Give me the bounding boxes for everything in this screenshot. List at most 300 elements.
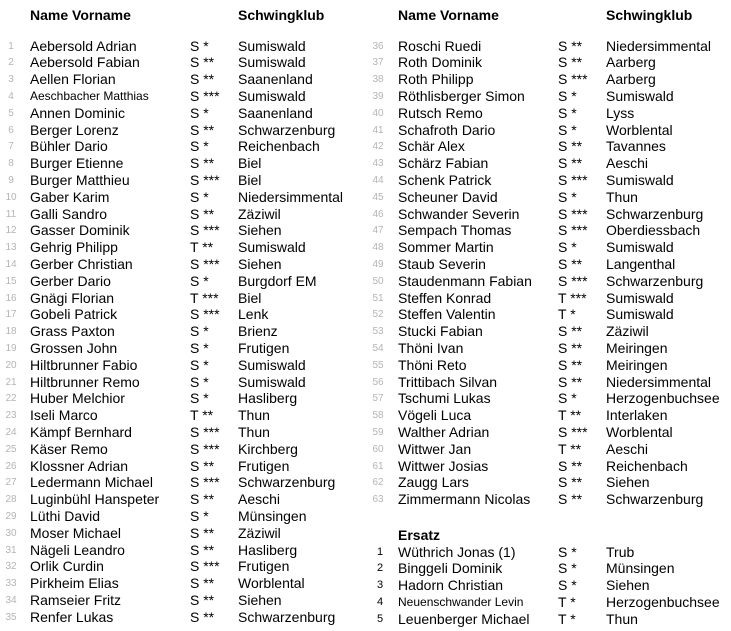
rank-number: 58 bbox=[372, 410, 384, 422]
wrestler-name: Moser Michael bbox=[30, 524, 122, 541]
club-name: Lyss bbox=[606, 104, 635, 121]
club-name: Aeschi bbox=[238, 491, 281, 508]
club-name: Schwarzenburg bbox=[606, 272, 704, 289]
club-name: Frutigen bbox=[238, 457, 290, 474]
wrestler-name: Hiltbrunner Remo bbox=[30, 373, 140, 390]
rank-number: 2 bbox=[376, 562, 384, 575]
wrestler-name: Roschi Ruedi bbox=[398, 37, 482, 54]
rank-number: 46 bbox=[372, 208, 384, 220]
club-name: Münsingen bbox=[238, 507, 307, 524]
wrestler-name: Steffen Valentin bbox=[398, 306, 496, 323]
rank-number: 37 bbox=[372, 57, 384, 69]
wrestler-name: Schenk Patrick bbox=[398, 171, 492, 188]
rank-number: 26 bbox=[5, 460, 17, 472]
wrestler-name: Aellen Florian bbox=[30, 71, 116, 88]
table-row bbox=[0, 374, 731, 391]
wrestler-name: Gehrig Philipp bbox=[30, 239, 118, 256]
table-row bbox=[0, 38, 731, 55]
rank-number: 22 bbox=[5, 393, 17, 405]
category-stars: S ** bbox=[190, 121, 215, 138]
category-stars: T * bbox=[558, 593, 576, 610]
club-name: Münsingen bbox=[606, 560, 675, 577]
rank-number: 25 bbox=[5, 443, 17, 455]
category-stars: S ** bbox=[558, 37, 583, 54]
table-row bbox=[0, 458, 731, 475]
category-stars: S * bbox=[190, 138, 209, 155]
category-stars: S *** bbox=[558, 205, 588, 222]
wrestler-name: Huber Melchior bbox=[30, 390, 125, 407]
table-row bbox=[0, 155, 731, 172]
club-name: Herzogenbuchsee bbox=[606, 390, 720, 407]
rank-number: 13 bbox=[5, 242, 17, 254]
category-stars: S ** bbox=[190, 155, 215, 172]
rank-number: 4 bbox=[8, 90, 14, 102]
club-name: Tavannes bbox=[606, 138, 666, 155]
rank-number: 10 bbox=[5, 191, 17, 203]
rank-number: 59 bbox=[372, 426, 384, 438]
table-row bbox=[0, 172, 731, 189]
category-stars: S * bbox=[558, 104, 577, 121]
wrestler-name: Thöni Reto bbox=[398, 356, 467, 373]
wrestler-name: Schwander Severin bbox=[398, 205, 520, 222]
rank-number: 33 bbox=[5, 578, 17, 590]
wrestler-name: Schär Alex bbox=[398, 138, 465, 155]
wrestler-name: Stucki Fabian bbox=[398, 323, 483, 340]
wrestler-name: Aeschbacher Matthias bbox=[30, 88, 149, 103]
wrestler-name: Galli Sandro bbox=[30, 205, 108, 222]
rank-number: 30 bbox=[5, 527, 17, 539]
wrestler-name: Neuenschwander Levin bbox=[398, 594, 524, 609]
table-row bbox=[0, 591, 731, 611]
club-name: Aarberg bbox=[606, 54, 656, 71]
rank-number: 53 bbox=[372, 326, 384, 338]
rank-number: 7 bbox=[8, 141, 14, 153]
club-name: Niedersimmental bbox=[606, 373, 712, 390]
table-row bbox=[0, 290, 731, 307]
club-name: Langenthal bbox=[606, 255, 676, 272]
ersatz-title: Ersatz bbox=[398, 527, 441, 543]
club-name: Hasliberg bbox=[238, 390, 298, 407]
table-row bbox=[0, 508, 731, 525]
category-stars: S ** bbox=[190, 54, 215, 71]
club-name: Sumiswald bbox=[238, 239, 306, 256]
rank-number: 23 bbox=[5, 410, 17, 422]
category-stars: T ** bbox=[190, 407, 214, 424]
category-stars: S ** bbox=[558, 323, 583, 340]
rank-number: 56 bbox=[372, 376, 384, 388]
category-stars: S ** bbox=[190, 71, 215, 88]
club-name: Sumiswald bbox=[606, 87, 674, 104]
wrestler-name: Orlik Curdin bbox=[30, 558, 104, 575]
table-row bbox=[0, 54, 731, 71]
rank-number: 11 bbox=[5, 208, 17, 220]
club-name: Schwarzenburg bbox=[238, 608, 336, 625]
category-stars: T ** bbox=[558, 407, 582, 424]
club-name: Biel bbox=[238, 289, 262, 306]
table-row bbox=[0, 390, 731, 407]
table-row bbox=[0, 206, 731, 223]
category-stars: S *** bbox=[558, 272, 588, 289]
wrestler-name: Gerber Dario bbox=[30, 272, 111, 289]
club-name: Meiringen bbox=[606, 339, 668, 356]
wrestler-name: Sempach Thomas bbox=[398, 222, 512, 239]
table-row bbox=[0, 122, 731, 139]
rank-number: 31 bbox=[5, 544, 17, 556]
category-stars: S * bbox=[558, 188, 577, 205]
club-name: Brienz bbox=[238, 323, 278, 340]
club-name: Sumiswald bbox=[238, 373, 306, 390]
wrestler-name: Roth Dominik bbox=[398, 54, 483, 71]
category-stars: T *** bbox=[558, 289, 587, 306]
table-row bbox=[0, 273, 731, 290]
club-name: Sumiswald bbox=[606, 306, 674, 323]
wrestler-name: Staudenmann Fabian bbox=[398, 272, 532, 289]
category-stars: S *** bbox=[190, 222, 220, 239]
club-name: Sumiswald bbox=[606, 171, 674, 188]
rank-number: 17 bbox=[5, 309, 17, 321]
club-name: Reichenbach bbox=[238, 138, 320, 155]
wrestler-name: Rutsch Remo bbox=[398, 104, 483, 121]
club-name: Thun bbox=[238, 423, 270, 440]
category-stars: S * bbox=[190, 390, 209, 407]
category-stars: S * bbox=[190, 373, 209, 390]
club-name: Sumiswald bbox=[238, 87, 306, 104]
rank-number: 29 bbox=[5, 510, 17, 522]
category-stars: S * bbox=[190, 323, 209, 340]
wrestler-name: Wittwer Josias bbox=[398, 457, 489, 474]
club-name: Zäziwil bbox=[238, 524, 281, 541]
category-stars: S ** bbox=[190, 205, 215, 222]
wrestler-name: Sommer Martin bbox=[398, 239, 494, 256]
left-name-header: Name Vorname bbox=[30, 7, 131, 23]
rank-number: 41 bbox=[372, 124, 384, 136]
club-name: Schwarzenburg bbox=[238, 121, 336, 138]
table-row bbox=[0, 323, 731, 340]
club-name: Lenk bbox=[238, 306, 269, 323]
rank-number: 21 bbox=[5, 376, 17, 388]
category-stars: S * bbox=[190, 37, 209, 54]
rank-number: 40 bbox=[372, 107, 384, 119]
rank-number: 35 bbox=[5, 611, 17, 623]
table-row bbox=[0, 340, 731, 357]
table-row bbox=[0, 525, 731, 542]
category-stars: T ** bbox=[190, 239, 214, 256]
wrestler-name: Annen Dominic bbox=[30, 104, 125, 121]
category-stars: S ** bbox=[558, 255, 583, 272]
rank-number: 57 bbox=[372, 393, 384, 405]
category-stars: S ** bbox=[558, 491, 583, 508]
wrestler-name: Wüthrich Jonas (1) bbox=[398, 543, 516, 560]
rank-number: 1 bbox=[8, 40, 14, 52]
rank-number: 14 bbox=[5, 258, 17, 270]
wrestler-name: Thöni Ivan bbox=[398, 339, 464, 356]
wrestler-name: Staub Severin bbox=[398, 255, 486, 272]
table-row bbox=[0, 608, 731, 628]
rank-number: 12 bbox=[5, 225, 17, 237]
rank-number: 24 bbox=[5, 426, 17, 438]
category-stars: S * bbox=[558, 390, 577, 407]
table-row bbox=[0, 306, 731, 323]
category-stars: S *** bbox=[190, 306, 220, 323]
table-row bbox=[0, 491, 731, 508]
rank-number: 34 bbox=[5, 594, 17, 606]
club-name: Worblental bbox=[606, 121, 673, 138]
category-stars: S ** bbox=[558, 138, 583, 155]
category-stars: S *** bbox=[558, 71, 588, 88]
club-name: Zäziwil bbox=[238, 205, 281, 222]
wrestler-name: Renfer Lukas bbox=[30, 608, 114, 625]
club-name: Frutigen bbox=[238, 339, 290, 356]
category-stars: S *** bbox=[190, 255, 220, 272]
category-stars: S * bbox=[190, 507, 209, 524]
club-name: Sumiswald bbox=[606, 239, 674, 256]
rank-number: 38 bbox=[372, 74, 384, 86]
rank-number: 47 bbox=[372, 225, 384, 237]
category-stars: S *** bbox=[558, 171, 588, 188]
category-stars: S ** bbox=[558, 474, 583, 491]
wrestler-name: Gnägi Florian bbox=[30, 289, 115, 306]
wrestler-name: Wittwer Jan bbox=[398, 440, 472, 457]
club-name: Meiringen bbox=[606, 356, 668, 373]
club-name: Niedersimmental bbox=[238, 188, 344, 205]
category-stars: T ** bbox=[558, 440, 582, 457]
category-stars: S ** bbox=[558, 373, 583, 390]
category-stars: S * bbox=[558, 87, 577, 104]
category-stars: S *** bbox=[190, 558, 220, 575]
wrestler-name: Gobeli Patrick bbox=[30, 306, 118, 323]
rank-number: 62 bbox=[372, 477, 384, 489]
wrestler-name: Lüthi David bbox=[30, 507, 101, 524]
category-stars: S ** bbox=[190, 457, 215, 474]
category-stars: S ** bbox=[558, 457, 583, 474]
wrestler-name: Nägeli Leandro bbox=[30, 541, 125, 558]
wrestler-name: Bühler Dario bbox=[30, 138, 108, 155]
club-name: Schwarzenburg bbox=[606, 491, 704, 508]
left-club-header: Schwingklub bbox=[238, 7, 325, 23]
category-stars: S * bbox=[190, 272, 209, 289]
wrestler-name: Leuenberger Michael bbox=[398, 610, 530, 627]
wrestler-name: Walther Adrian bbox=[398, 423, 490, 440]
category-stars: S *** bbox=[558, 222, 588, 239]
club-name: Worblental bbox=[606, 423, 673, 440]
rank-number: 15 bbox=[5, 275, 17, 287]
wrestler-name: Zimmermann Nicolas bbox=[398, 491, 531, 508]
club-name: Saanenland bbox=[238, 104, 313, 121]
table-row bbox=[0, 407, 731, 424]
category-stars: T *** bbox=[190, 289, 219, 306]
club-name: Thun bbox=[238, 407, 270, 424]
rank-number: 3 bbox=[8, 74, 14, 86]
category-stars: S ** bbox=[190, 524, 215, 541]
table-row bbox=[0, 256, 731, 273]
club-name: Schwarzenburg bbox=[606, 205, 704, 222]
rank-number: 8 bbox=[8, 158, 14, 170]
category-stars: S ** bbox=[190, 491, 215, 508]
table-row bbox=[0, 474, 731, 491]
wrestler-name: Ledermann Michael bbox=[30, 474, 153, 491]
table-row bbox=[0, 222, 731, 239]
wrestler-name: Kämpf Bernhard bbox=[30, 423, 132, 440]
wrestler-name: Aebersold Fabian bbox=[30, 54, 140, 71]
rank-number: 9 bbox=[8, 174, 14, 186]
rank-number: 20 bbox=[5, 359, 17, 371]
rank-number: 1 bbox=[376, 545, 384, 558]
club-name: Trub bbox=[606, 543, 635, 560]
wrestler-name: Schärz Fabian bbox=[398, 155, 489, 172]
wrestler-name: Scheuner David bbox=[398, 188, 498, 205]
rank-number: 60 bbox=[372, 443, 384, 455]
wrestler-name: Ramseier Fritz bbox=[30, 591, 122, 608]
wrestler-name: Schafroth Dario bbox=[398, 121, 496, 138]
club-name: Siehen bbox=[238, 591, 282, 608]
category-stars: S * bbox=[190, 188, 209, 205]
rank-number: 5 bbox=[376, 612, 384, 625]
wrestler-name: Aebersold Adrian bbox=[30, 37, 137, 54]
wrestler-name: Vögeli Luca bbox=[398, 407, 472, 424]
club-name: Schwarzenburg bbox=[238, 474, 336, 491]
rank-number: 36 bbox=[372, 40, 384, 52]
category-stars: S *** bbox=[190, 171, 220, 188]
rank-number: 32 bbox=[5, 561, 17, 573]
rank-number: 43 bbox=[372, 158, 384, 170]
club-name: Siehen bbox=[238, 222, 282, 239]
rank-number: 28 bbox=[5, 494, 17, 506]
wrestler-name: Steffen Konrad bbox=[398, 289, 492, 306]
club-name: Siehen bbox=[238, 255, 282, 272]
category-stars: T * bbox=[558, 306, 576, 323]
table-row bbox=[0, 560, 731, 577]
table-row bbox=[0, 189, 731, 206]
wrestler-name: Burger Matthieu bbox=[30, 171, 130, 188]
club-name: Biel bbox=[238, 155, 262, 172]
club-name: Niedersimmental bbox=[606, 37, 712, 54]
rank-number: 42 bbox=[372, 141, 384, 153]
club-name: Kirchberg bbox=[238, 440, 298, 457]
rank-number: 16 bbox=[5, 292, 17, 304]
club-name: Herzogenbuchsee bbox=[606, 593, 720, 610]
club-name: Interlaken bbox=[606, 407, 668, 424]
wrestler-name: Pirkheim Elias bbox=[30, 575, 119, 592]
rank-number: 49 bbox=[372, 258, 384, 270]
category-stars: S ** bbox=[558, 356, 583, 373]
wrestler-name: Binggeli Dominik bbox=[398, 560, 503, 577]
wrestler-name: Roth Philipp bbox=[398, 71, 474, 88]
table-row bbox=[0, 577, 731, 594]
club-name: Saanenland bbox=[238, 71, 313, 88]
wrestler-name: Iseli Marco bbox=[30, 407, 98, 424]
category-stars: S *** bbox=[190, 423, 220, 440]
rank-number: 3 bbox=[376, 579, 384, 592]
category-stars: S * bbox=[558, 543, 577, 560]
club-name: Thun bbox=[606, 188, 638, 205]
category-stars: S * bbox=[558, 560, 577, 577]
club-name: Sumiswald bbox=[606, 289, 674, 306]
rank-number: 44 bbox=[372, 174, 384, 186]
club-name: Biel bbox=[238, 171, 262, 188]
club-name: Frutigen bbox=[238, 558, 290, 575]
category-stars: S *** bbox=[190, 87, 220, 104]
club-name: Oberdiessbach bbox=[606, 222, 701, 239]
table-row bbox=[0, 441, 731, 458]
rank-number: 54 bbox=[372, 342, 384, 354]
rank-number: 18 bbox=[5, 326, 17, 338]
club-name: Aeschi bbox=[606, 155, 649, 172]
wrestler-name: Gerber Christian bbox=[30, 255, 133, 272]
wrestler-name: Zaugg Lars bbox=[398, 474, 469, 491]
club-name: Worblental bbox=[238, 575, 305, 592]
category-stars: S ** bbox=[190, 541, 215, 558]
table-row bbox=[0, 88, 731, 105]
rank-number: 4 bbox=[376, 595, 384, 608]
table-row bbox=[0, 239, 731, 256]
wrestler-name: Röthlisberger Simon bbox=[398, 87, 525, 104]
wrestler-name: Berger Lorenz bbox=[30, 121, 119, 138]
club-name: Thun bbox=[606, 610, 638, 627]
category-stars: S * bbox=[558, 239, 577, 256]
table-row bbox=[0, 105, 731, 122]
category-stars: S * bbox=[558, 121, 577, 138]
club-name: Aeschi bbox=[606, 440, 649, 457]
right-name-header: Name Vorname bbox=[398, 7, 499, 23]
category-stars: S ** bbox=[190, 608, 215, 625]
category-stars: S *** bbox=[558, 423, 588, 440]
club-name: Sumiswald bbox=[238, 37, 306, 54]
wrestler-name: Luginbühl Hanspeter bbox=[30, 491, 160, 508]
rank-number: 5 bbox=[8, 107, 14, 119]
club-name: Burgdorf EM bbox=[238, 272, 317, 289]
rank-number: 45 bbox=[372, 191, 384, 203]
club-name: Sumiswald bbox=[238, 54, 306, 71]
rank-number: 63 bbox=[372, 494, 384, 506]
club-name: Siehen bbox=[606, 474, 650, 491]
right-club-header: Schwingklub bbox=[606, 7, 693, 23]
wrestler-name: Hiltbrunner Fabio bbox=[30, 356, 138, 373]
club-name: Reichenbach bbox=[606, 457, 688, 474]
wrestler-name: Trittibach Silvan bbox=[398, 373, 498, 390]
category-stars: S * bbox=[190, 356, 209, 373]
wrestler-name: Klossner Adrian bbox=[30, 457, 129, 474]
rank-number: 55 bbox=[372, 359, 384, 371]
wrestler-name: Gasser Dominik bbox=[30, 222, 130, 239]
rank-number: 61 bbox=[372, 460, 384, 472]
category-stars: S ** bbox=[558, 54, 583, 71]
club-name: Hasliberg bbox=[238, 541, 298, 558]
rank-number: 27 bbox=[5, 477, 17, 489]
category-stars: S * bbox=[190, 104, 209, 121]
category-stars: S * bbox=[190, 339, 209, 356]
wrestler-name: Käser Remo bbox=[30, 440, 108, 457]
wrestler-name: Hadorn Christian bbox=[398, 577, 504, 594]
club-name: Zäziwil bbox=[606, 323, 649, 340]
wrestler-name: Burger Etienne bbox=[30, 155, 124, 172]
table-row bbox=[0, 357, 731, 374]
club-name: Siehen bbox=[606, 577, 650, 594]
category-stars: S ** bbox=[190, 591, 215, 608]
club-name: Sumiswald bbox=[238, 356, 306, 373]
rank-number: 48 bbox=[372, 242, 384, 254]
wrestler-name: Grass Paxton bbox=[30, 323, 115, 340]
category-stars: S * bbox=[558, 577, 577, 594]
table-row bbox=[0, 424, 731, 441]
category-stars: S ** bbox=[190, 575, 215, 592]
club-name: Aarberg bbox=[606, 71, 656, 88]
rank-number: 2 bbox=[8, 57, 14, 69]
rank-number: 50 bbox=[372, 275, 384, 287]
category-stars: S ** bbox=[558, 339, 583, 356]
wrestler-name: Tschumi Lukas bbox=[398, 390, 491, 407]
category-stars: S *** bbox=[190, 474, 220, 491]
rank-number: 19 bbox=[5, 342, 17, 354]
